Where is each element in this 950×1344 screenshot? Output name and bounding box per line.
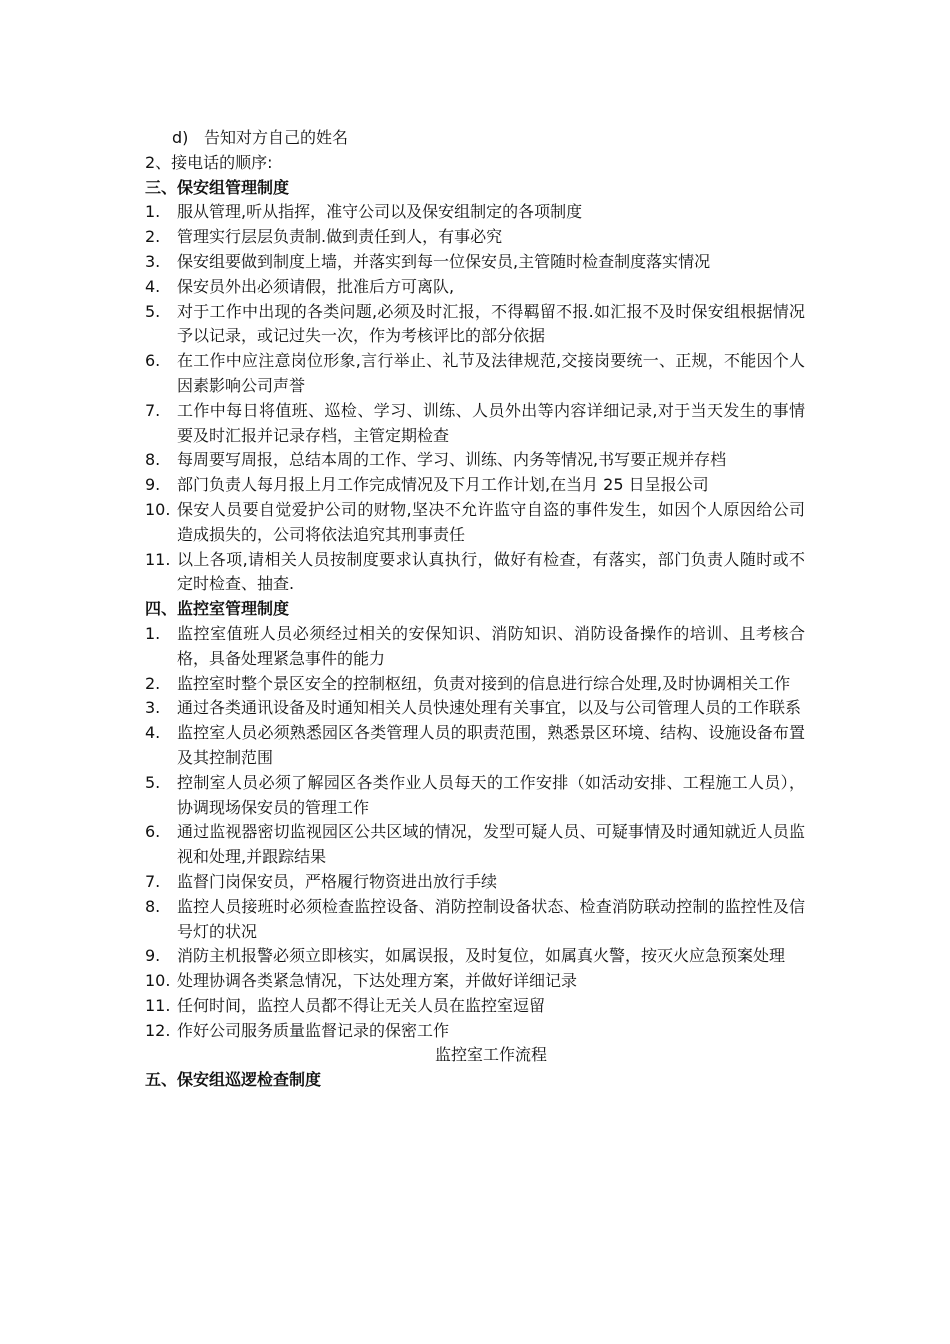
list-item-text: 在工作中应注意岗位形象,言行举止、礼节及法律规范,交接岗要统一、正规，不能因个人因素影响公司声誉 [177,351,805,395]
list-item [145,994,805,1019]
list-item-number: 7. [145,400,161,420]
list-item-number: 6. [145,351,161,371]
list-item-number: 7. [145,871,161,891]
list-item-number: 1. [145,202,161,222]
list-item [145,473,805,498]
list-item [145,498,805,548]
list-item [145,895,805,945]
list-item-text: 保安员外出必须请假，批准后方可离队, [177,276,455,296]
list-item-text: 任何时间，监控人员都不得让无关人员在监控室逗留 [177,995,546,1015]
list-item-number: 5. [145,772,161,792]
list-item [145,548,805,598]
list-item-text: 服从管理,听从指挥，准守公司以及保安组制定的各项制度 [177,202,583,222]
list-item-number: 8. [145,896,161,916]
list-item-text: 以上各项,请相关人员按制度要求认真执行，做好有检查，有落实，部门负责人随时或不定时检查、抽查. [177,549,805,594]
list-item-number: 5. [145,301,161,321]
document-body [145,126,805,1093]
list-item [145,696,805,721]
list-item-text: 监控室值班人员必须经过相关的安保知识、消防知识、消防设备操作的培训、且考核合格，具备处理紧急事件的能力 [177,623,805,668]
list-item-text: 控制室人员必须了解园区各类作业人员每天的工作安排（如活动安排、工程施工人员），协调现场保安员的管理工作 [177,772,805,817]
list-item-number: 2. [145,227,161,247]
list-item-number: 4. [145,723,161,743]
list-item-text: 每周要写周报，总结本周的工作、学习、训练、内务等情况,书写要正规并存档 [177,450,727,470]
list-item [145,944,805,969]
list-item [145,225,805,250]
list-item-number: 11. [145,995,171,1015]
list-item-text: 通过各类通讯设备及时通知相关人员快速处理有关事宜，以及与公司管理人员的工作联系 [177,698,802,718]
section-3-list [145,200,805,597]
list-item-number: 2. [145,673,161,693]
list-item [145,622,805,672]
list-item [145,771,805,821]
section-3-heading: 三、保安组管理制度 [145,177,290,197]
list-item-number: 10. [145,499,171,519]
section-4-list [145,622,805,1044]
list-item [145,969,805,994]
list-item [145,448,805,473]
list-item [145,820,805,870]
list-item [145,200,805,225]
list-item-number: 9. [145,946,161,966]
list-item [145,250,805,275]
flow-caption: 监控室工作流程 [434,1045,547,1065]
list-item-number: 9. [145,475,161,495]
list-item-text: 监控人员接班时必须检查监控设备、消防控制设备状态、检查消防联动控制的监控性及信号灯的状况 [177,896,805,941]
list-item-text: 部门负责人每月报上月工作完成情况及下月工作计划,在当月 25 日呈报公司 [177,475,709,495]
list-item-number: 6. [145,822,161,842]
list-item-text: 作好公司服务质量监督记录的保密工作 [177,1020,450,1040]
list-item-text: 消防主机报警必须立即核实，如属误报，及时复位，如属真火警，按灭火应急预案处理 [177,946,786,966]
list-item-number: 12. [145,1020,171,1040]
list-item [145,1019,805,1044]
sub-item-marker: d) [172,128,189,147]
list-item-number: 8. [145,450,161,470]
sub-item-d [145,126,805,151]
list-item-text: 保安组要做到制度上墙，并落实到每一位保安员,主管随时检查制度落实情况 [177,251,711,271]
list-item-text: 管理实行层层负责制.做到责任到人，有事必究 [177,227,503,247]
list-item-number: 3. [145,251,161,271]
list-item [145,349,805,399]
list-item [145,275,805,300]
list-item-text: 处理协调各类紧急情况，下达处理方案，并做好详细记录 [177,971,578,991]
list-item-text: 对于工作中出现的各类问题,必须及时汇报，不得羁留不报.如汇报不及时保安组根据情况予以记录，或记过失一次，作为考核评比的部分依据 [177,301,805,346]
list-item-text: 保安人员要自觉爱护公司的财物,坚决不允许监守自盗的事件发生，如因个人原因给公司造成损失的，公司将依法追究其刑事责任 [177,499,805,544]
list-item [145,721,805,771]
list-item-text: 监控室时整个景区安全的控制枢纽，负责对接到的信息进行综合处理,及时协调相关工作 [177,673,791,693]
list-item [145,300,805,350]
list-item-text: 监控室人员必须熟悉园区各类管理人员的职责范围，熟悉景区环境、结构、设施设备布置及其控制范围 [177,723,805,767]
answer-order-line: 2、接电话的顺序: [145,152,273,172]
list-item-number: 1. [145,623,161,643]
list-item-text: 监督门岗保安员，严格履行物资进出放行手续 [177,871,498,891]
section-5-heading: 五、保安组巡逻检查制度 [145,1070,322,1090]
list-item-number: 10. [145,971,171,991]
list-item-number: 11. [145,549,171,569]
sub-item-text: 告知对方自己的姓名 [204,128,349,147]
list-item-text: 工作中每日将值班、巡检、学习、训练、人员外出等内容详细记录,对于当天发生的事情要及时汇报并记录存档，主管定期检查 [177,400,805,445]
list-item [145,870,805,895]
list-item-number: 3. [145,698,161,718]
section-4-heading: 四、监控室管理制度 [145,599,290,619]
list-item [145,399,805,449]
list-item-number: 4. [145,276,161,296]
list-item [145,672,805,697]
list-item-text: 通过监视器密切监视园区公共区域的情况，发型可疑人员、可疑事情及时通知就近人员监视和处理,并跟踪结果 [177,822,805,867]
